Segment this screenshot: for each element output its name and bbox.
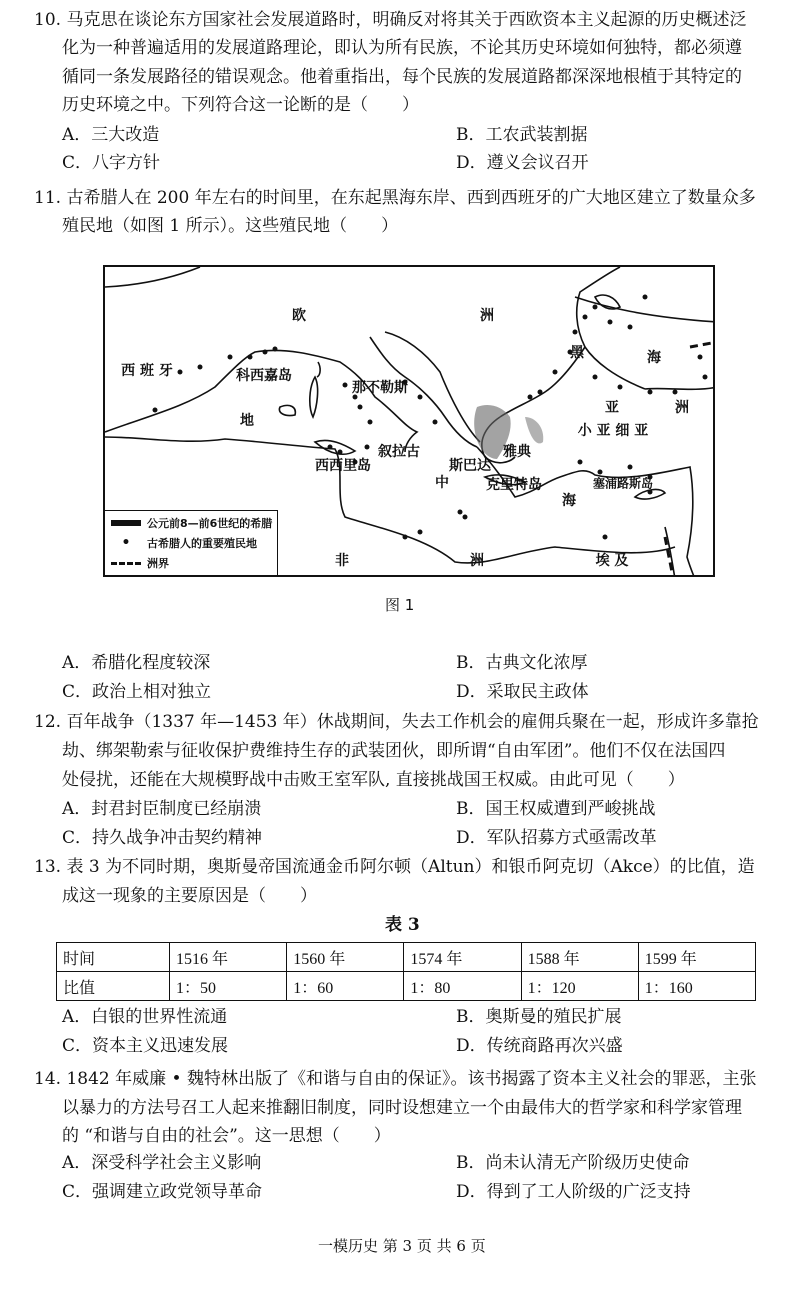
map-label-cyprus: 塞浦路斯岛 <box>592 476 654 491</box>
map-label-spain: 西 班 牙 <box>121 363 173 379</box>
q10-line-1: 10. 马克思在谈论东方国家社会发展道路时，明确反对将其关于西欧资本主义起源的历史概述泛 <box>34 10 747 30</box>
map-label-mediterranean-1: 地 <box>240 413 254 429</box>
q10-line-2: 化为一种普遍适用的发展道路理论，即认为所有民族，不论其历史环境如何独特，都必须遵 <box>62 38 742 58</box>
q10-option-c: C．八字方针 <box>62 153 161 173</box>
q11-option-d: D．采取民主政体 <box>456 682 589 702</box>
map-label-africa-2: 洲 <box>470 553 484 569</box>
table-cell: 1516 年 <box>170 943 287 972</box>
table-title: 表 3 <box>385 915 420 935</box>
table-row <box>57 972 756 1001</box>
map-label-europe-2: 洲 <box>480 308 494 324</box>
q13-option-d: D．传统商路再次兴盛 <box>456 1036 623 1056</box>
map-label-mediterranean-2: 中 <box>435 475 449 491</box>
greek-colonies-map <box>103 265 715 577</box>
map-label-mediterranean-3: 海 <box>562 493 576 509</box>
legend-greece: 公元前8—前6世纪的希腊 <box>147 517 273 530</box>
legend-dot-icon: • <box>121 535 131 551</box>
table-cell: 1599 年 <box>638 943 755 972</box>
map-label-athens: 雅典 <box>503 444 531 460</box>
ratio-table <box>56 942 756 1001</box>
map-label-corsica: 科西嘉岛 <box>236 368 292 384</box>
q12-option-b: B．国王权威遭到严峻挑战 <box>456 799 656 819</box>
map-label-black-sea-1: 黑 <box>570 345 584 361</box>
map-label-africa-1: 非 <box>335 553 349 569</box>
table-cell: 1560 年 <box>287 943 404 972</box>
q12-option-c: C．持久战争冲击契约精神 <box>62 828 263 848</box>
q10-line-4: 历史环境之中。下列符合这一论断的是（ ） <box>62 95 419 115</box>
q12-line-3: 处侵扰，还能在大规模野战中击败王室军队, 直接挑战国王权威。由此可见（ ） <box>62 770 685 790</box>
q12-option-a: A．封君封臣制度已经崩溃 <box>62 799 262 819</box>
table-cell: 1588 年 <box>521 943 638 972</box>
q12-line-2: 劫、绑架勒索与征收保护费维持生存的武装团伙，即所谓“自由军团”。他们不仅在法国四 <box>62 741 726 761</box>
q11-option-a: A．希腊化程度较深 <box>62 653 211 673</box>
legend-greece-swatch <box>111 520 141 526</box>
table-cell: 比值 <box>57 972 170 1001</box>
q13-option-a: A．白银的世界性流通 <box>62 1007 228 1027</box>
q14-line-2: 以暴力的方法号召工人起来推翻旧制度，同时设想建立一个由最伟大的哲学家和科学家管理 <box>62 1098 742 1118</box>
map-label-europe-1: 欧 <box>292 308 306 324</box>
q14-option-d: D．得到了工人阶级的广泛支持 <box>456 1182 691 1202</box>
map-label-asia-minor: 小 亚 细 亚 <box>577 423 649 439</box>
table-cell: 1：120 <box>521 972 638 1001</box>
q13-line-2: 成这一现象的主要原因是（ ） <box>62 886 317 906</box>
legend-colony: 古希腊人的重要殖民地 <box>147 537 257 550</box>
q10-line-3: 循同一条发展路径的错误观念。他着重指出，每个民族的发展道路都深深地根植于其特定的 <box>62 67 742 87</box>
q11-option-c: C．政治上相对独立 <box>62 682 212 702</box>
map-legend <box>105 510 278 575</box>
table-cell: 1574 年 <box>404 943 521 972</box>
q10-option-a: A．三大改造 <box>62 125 160 145</box>
map-label-black-sea-2: 海 <box>647 350 661 366</box>
map-label-naples: 那不勒斯 <box>352 380 408 396</box>
table-header-row <box>57 943 756 972</box>
q14-option-b: B．尚未认清无产阶级历史使命 <box>456 1153 690 1173</box>
figure-caption: 图 1 <box>385 596 415 614</box>
map-label-sparta: 斯巴达 <box>449 458 491 474</box>
q10-option-d: D．遵义会议召开 <box>456 153 589 173</box>
q11-option-b: B．古典文化浓厚 <box>456 653 588 673</box>
q14-option-a: A．深受科学社会主义影响 <box>62 1153 262 1173</box>
table-cell: 1：160 <box>638 972 755 1001</box>
q13-line-1: 13. 表 3 为不同时期，奥斯曼帝国流通金币阿尔顿（Altun）和银币阿克切（Akce）的比值，造 <box>34 857 755 877</box>
table-cell: 1：60 <box>287 972 404 1001</box>
table-cell: 时间 <box>57 943 170 972</box>
map-label-asia-1: 亚 <box>605 400 619 416</box>
q12-line-1: 12. 百年战争（1337 年—1453 年）休战期间，失去工作机会的雇佣兵聚在一起，形成许多靠抢 <box>34 712 759 732</box>
map-label-crete: 克里特岛 <box>486 477 542 493</box>
table-cell: 1：50 <box>170 972 287 1001</box>
legend-dash-swatch <box>111 562 141 565</box>
table-cell: 1：80 <box>404 972 521 1001</box>
q11-line-2: 殖民地（如图 1 所示）。这些殖民地（ ） <box>62 216 399 236</box>
map-label-asia-2: 洲 <box>675 400 689 416</box>
q13-option-c: C．资本主义迅速发展 <box>62 1036 229 1056</box>
q11-line-1: 11. 古希腊人在 200 年左右的时间里，在东起黑海东岸、西到西班牙的广大地区建立了数量众多 <box>34 188 756 208</box>
q14-line-1: 14. 1842 年威廉 • 魏特林出版了《和谐与自由的保证》。该书揭露了资本主义社会的罪恶，主张 <box>34 1069 757 1089</box>
q10-option-b: B．工农武装割据 <box>456 125 588 145</box>
q13-option-b: B．奥斯曼的殖民扩展 <box>456 1007 622 1027</box>
q14-line-3: 的 “和谐与自由的社会”。这一思想（ ） <box>62 1126 391 1146</box>
map-label-syracuse: 叙拉古 <box>378 444 420 460</box>
legend-boundary: 洲界 <box>147 557 169 570</box>
page-footer: 一模历史 第 3 页 共 6 页 <box>318 1237 486 1255</box>
map-label-sicily: 西西里岛 <box>315 458 371 474</box>
map-label-egypt: 埃 及 <box>595 553 629 569</box>
q12-option-d: D．军队招募方式亟需改革 <box>456 828 657 848</box>
q14-option-c: C．强调建立政党领导革命 <box>62 1182 263 1202</box>
